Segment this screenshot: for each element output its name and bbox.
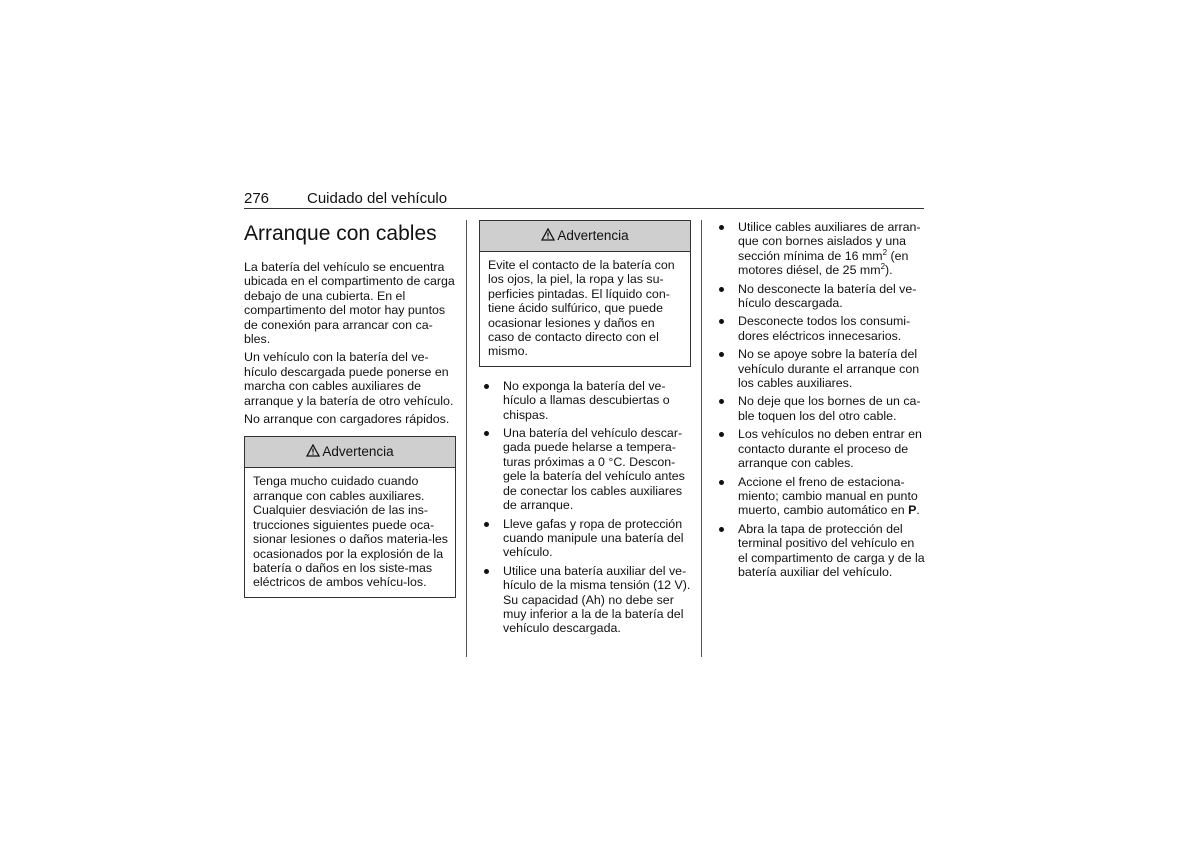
warning-header [480,221,690,252]
list-item [714,475,926,518]
main-heading: Arranque con cables [244,222,437,245]
column-1 [244,222,456,598]
warning-header [245,437,455,468]
list-item [714,282,926,311]
bullet-icon [719,399,724,404]
text-fragment: . [916,503,920,518]
text-fragment: Utilice cables auxiliares de arran-que con bornes aislados y una sección mínima de 16 mm [738,220,921,263]
bullet-icon [719,480,724,485]
warning-body: Evite el contacto de la batería con los ojos, la piel, la ropa y las su-perficies pintadas. El líquido con-tiene ácido sulfúrico, que puede ocasionar lesiones y daños en caso de contacto directo con el mismo. [488,258,675,359]
bullet-icon [484,384,489,389]
column-divider [466,220,467,657]
bullet-icon [719,319,724,324]
superscript: 2 [880,262,886,272]
superscript: 2 [882,247,888,257]
column-2 [479,220,691,640]
list-item-text: Desconecte todos los consumi-dores eléctricos innecesarios. [738,314,911,343]
warning-body: Tenga mucho cuidado cuando arranque con cables auxiliares. Cualquier desviación de las ins-trucciones siguientes puede oca-sionar lesiones o daños materia-les ocasionados por la explosión de la batería o daños en los siste-mas eléctricos de ambos vehícu-los. [253,474,448,590]
list-item-text: No deje que los bornes de un ca-ble toquen los del otro cable. [738,394,921,423]
list-item-text: No desconecte la batería del ve-hículo descargada. [738,281,917,311]
list-item-text [738,475,920,518]
bullet-icon [719,432,724,437]
text-fragment: ). [885,263,893,278]
warning-title: Advertencia [322,444,394,460]
bullet-icon [484,431,489,436]
list-item-text: Lleve gafas y ropa de protección cuando manipule una batería del vehículo. [503,516,684,560]
list-item [479,564,691,636]
gear-position-label: P [908,503,917,518]
paragraph: Un vehículo con la batería del ve-hículo descargada puede ponerse en marcha con cables auxiliares de arranque y la batería de otro vehículo. [244,350,454,408]
list-item [479,426,691,512]
list-item [714,314,926,343]
paragraph: La batería del vehículo se encuentra ubicada en el compartimento de carga debajo de una cubierta. En el compartimento del motor hay puntos de conexión para arrancar con ca-bles. [244,260,455,347]
list-item [479,517,691,560]
column-3 [714,220,926,583]
header-rule [244,208,924,209]
list-item [714,522,926,580]
list-item [714,394,926,423]
list-item-text: Los vehículos no deben entrar en contacto durante el proceso de arranque con cables. [738,427,922,471]
warning-triangle-icon [541,222,555,252]
bullet-icon [484,569,489,574]
warning-box [479,220,691,367]
list-item-text: Utilice una batería auxiliar del ve-hículo de la misma tensión (12 V). Su capacidad (Ah) no debe ser muy inferior a la de la batería del vehículo descargada. [503,563,691,636]
list-item-text: Una batería del vehículo descar-gada puede helarse a tempera-turas próximas a 0 °C. Descon-gele la batería del vehículo antes de conectar los cables auxiliares de arranque. [503,426,685,513]
bullet-icon [719,225,724,230]
list-item-text: No se apoye sobre la batería del vehículo durante el arranque con los cables auxiliares. [738,347,920,391]
list-item [714,220,926,278]
list-item-text: No exponga la batería del ve-hículo a llamas descubiertas o chispas. [503,378,670,422]
list-item [714,427,926,470]
text-fragment: Accione el freno de estaciona-miento; cambio manual en punto muerto, cambio automático en [738,474,918,518]
bullet-list [479,379,691,636]
bullet-icon [484,522,489,527]
page-header [244,188,924,210]
page-number: 276 [244,190,270,207]
list-item [479,379,691,422]
bullet-icon [719,287,724,292]
paragraph: No arranque con cargadores rápidos. [244,412,450,427]
bullet-list [714,220,926,579]
list-item-text [738,220,921,277]
bullet-icon [719,527,724,532]
section-title: Cuidado del vehículo [307,190,448,207]
warning-triangle-icon [306,438,320,468]
list-item-text: Abra la tapa de protección del terminal positivo del vehículo en el compartimento de carga y de la batería auxiliar del vehículo. [738,521,925,579]
warning-box [244,436,456,597]
warning-title: Advertencia [557,228,629,243]
bullet-icon [719,352,724,357]
list-item [714,347,926,390]
column-divider [701,220,702,657]
text-fragment: (en motores diésel, de 25 mm [738,248,909,278]
